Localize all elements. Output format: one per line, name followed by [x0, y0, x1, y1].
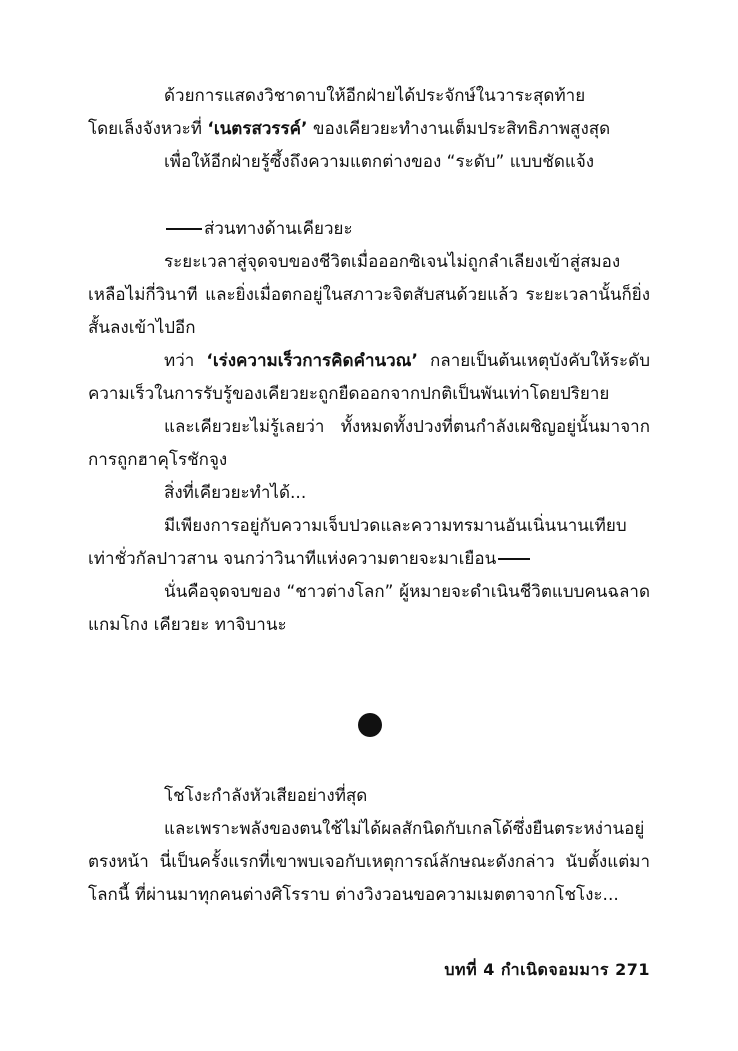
- paragraph: และเพราะพลังของตนใช้ไม่ได้ผลสักนิดกับเกลโด้ซึ่งยืนตระหง่านอยู่ตรงหน้า นี่เป็นครั้งแรกที่เขาพบเจอกับเหตุการณ์ลักษณะดังกล่าว นับตั้งแต่มาโลกนี้ ที่ผ่านมาทุกคนต่างศิโรราบ ต่างวิงวอนขอความเมตตาจากโชโงะ...: [88, 819, 650, 905]
- section-two: [88, 213, 650, 642]
- text-run: โดยเล็งจังหวะที่: [88, 119, 208, 139]
- paragraph: [88, 510, 650, 576]
- skill-name-emphasis: ‘เร่งความเร็วการคิดคำนวณ’: [206, 351, 418, 371]
- em-dash-rule: [498, 558, 530, 560]
- section-heading: [88, 213, 650, 246]
- paragraph: [88, 113, 650, 146]
- text-run: ของเคียวยะทำงานเต็มประสิทธิภาพสูงสุด: [307, 119, 611, 139]
- paragraph: ด้วยการแสดงวิชาดาบให้อีกฝ่ายได้ประจักษ์ในวาระสุดท้าย: [164, 86, 586, 106]
- paragraph: [88, 345, 650, 411]
- paragraph: และเคียวยะไม่รู้เลยว่า ทั้งหมดทั้งปวงที่ตนกำลังเผชิญอยู่นั้นมาจากการถูกฮาคุโรชักจูง: [88, 417, 650, 470]
- paragraph: โชโงะกำลังหัวเสียอย่างที่สุด: [164, 786, 368, 806]
- paragraph: เพื่อให้อีกฝ่ายรู้ซึ้งถึงความแตกต่างของ “ระดับ” แบบชัดแจ้ง: [164, 152, 595, 172]
- text-run: ทว่า: [164, 351, 207, 371]
- paragraph: นั่นคือจุดจบของ “ชาวต่างโลก” ผู้หมายจะดำเนินชีวิตแบบคนฉลาดแกมโกง เคียวยะ ทาจิบานะ: [88, 582, 650, 635]
- skill-name-emphasis: ‘เนตรสวรรค์’: [207, 119, 308, 139]
- text-run: มีเพียงการอยู่กับความเจ็บปวดและความทรมานอันเนิ่นนานเทียบเท่าชั่วกัลปาวสาน จนกว่าวินาทีแห่งความตายจะมาเยือน: [88, 516, 627, 569]
- scene-break-bullet: [358, 713, 382, 737]
- page-footer: บทที่ 4 กำเนิดจอมมาร 271: [444, 960, 650, 979]
- text-run: กลายเป็นต้นเหตุบังคับให้ระดับความเร็วในการรับรู้ของเคียวยะถูกยืดออกจากปกติเป็นพันเท่าโดยปริยาย: [88, 351, 650, 404]
- em-dash-rule: [166, 228, 202, 230]
- section-three: [88, 780, 650, 912]
- section-one: [88, 80, 650, 179]
- heading-text: ส่วนทางด้านเคียวยะ: [204, 219, 353, 239]
- paragraph: ระยะเวลาสู่จุดจบของชีวิตเมื่อออกซิเจนไม่ถูกลำเลียงเข้าสู่สมองเหลือไม่กี่วินาที และยิ่งเมื่อตกอยู่ในสภาวะจิตสับสนด้วยแล้ว ระยะเวลานั้นก็ยิ่งสั้นลงเข้าไปอีก: [88, 252, 650, 338]
- paragraph: สิ่งที่เคียวยะทำได้...: [164, 483, 307, 503]
